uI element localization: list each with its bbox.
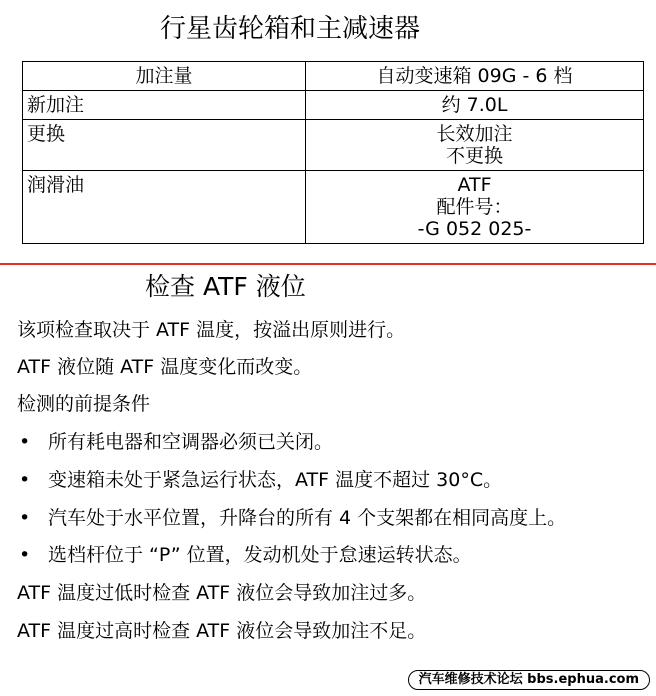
table-row (23, 120, 644, 171)
note-paragraph: ATF 温度过低时检查 ATF 液位会导致加注过多。 (17, 582, 427, 604)
table-row (23, 91, 644, 120)
row-value (306, 91, 644, 120)
intro-paragraph: ATF 液位随 ATF 温度变化而改变。 (17, 356, 313, 378)
bullet-symbol: • (19, 507, 31, 529)
table-row (23, 171, 644, 244)
section-title-gearbox: 行星齿轮箱和主减速器 (159, 14, 420, 44)
fill-quantity-table (22, 61, 644, 244)
row-value-line: 配件号： (436, 196, 513, 218)
row-value-line: 约 7.0L (441, 94, 508, 116)
row-label: 新加注 (23, 91, 306, 120)
row-value (306, 171, 644, 244)
row-value-line: 不更换 (445, 145, 503, 167)
table-header-cell: 加注量 (23, 62, 306, 91)
bullet-symbol: • (19, 469, 31, 491)
table-header-row (23, 62, 644, 91)
note-paragraph: ATF 温度过高时检查 ATF 液位会导致加注不足。 (17, 620, 427, 642)
precondition-item: 变速箱未处于紧急运行状态，ATF 温度不超过 30°C。 (48, 469, 503, 491)
section-divider (0, 263, 656, 265)
row-label: 更换 (23, 120, 306, 171)
intro-paragraph: 该项检查取决于 ATF 温度，按溢出原则进行。 (17, 319, 406, 341)
bullet-symbol: • (19, 431, 31, 453)
section-title-atf-check: 检查 ATF 液位 (145, 272, 306, 301)
precondition-item: 所有耗电器和空调器必须已关闭。 (48, 431, 334, 453)
table-header-cell: 自动变速箱 09G - 6 档 (306, 62, 644, 91)
row-value-line: -G 052 025- (417, 218, 532, 240)
row-label: 润滑油 (23, 171, 306, 244)
preconditions-heading: 检测的前提条件 (17, 393, 151, 415)
precondition-item: 选档杆位于 “P” 位置，发动机处于怠速运转状态。 (48, 544, 472, 566)
row-value-line: ATF (457, 174, 492, 196)
watermark-badge: 汽车维修技术论坛 bbs.ephua.com (408, 670, 650, 690)
precondition-item: 汽车处于水平位置，升降台的所有 4 个支架都在相同高度上。 (48, 507, 567, 529)
bullet-symbol: • (19, 544, 31, 566)
row-value-line: 长效加注 (436, 123, 513, 145)
row-value (306, 120, 644, 171)
